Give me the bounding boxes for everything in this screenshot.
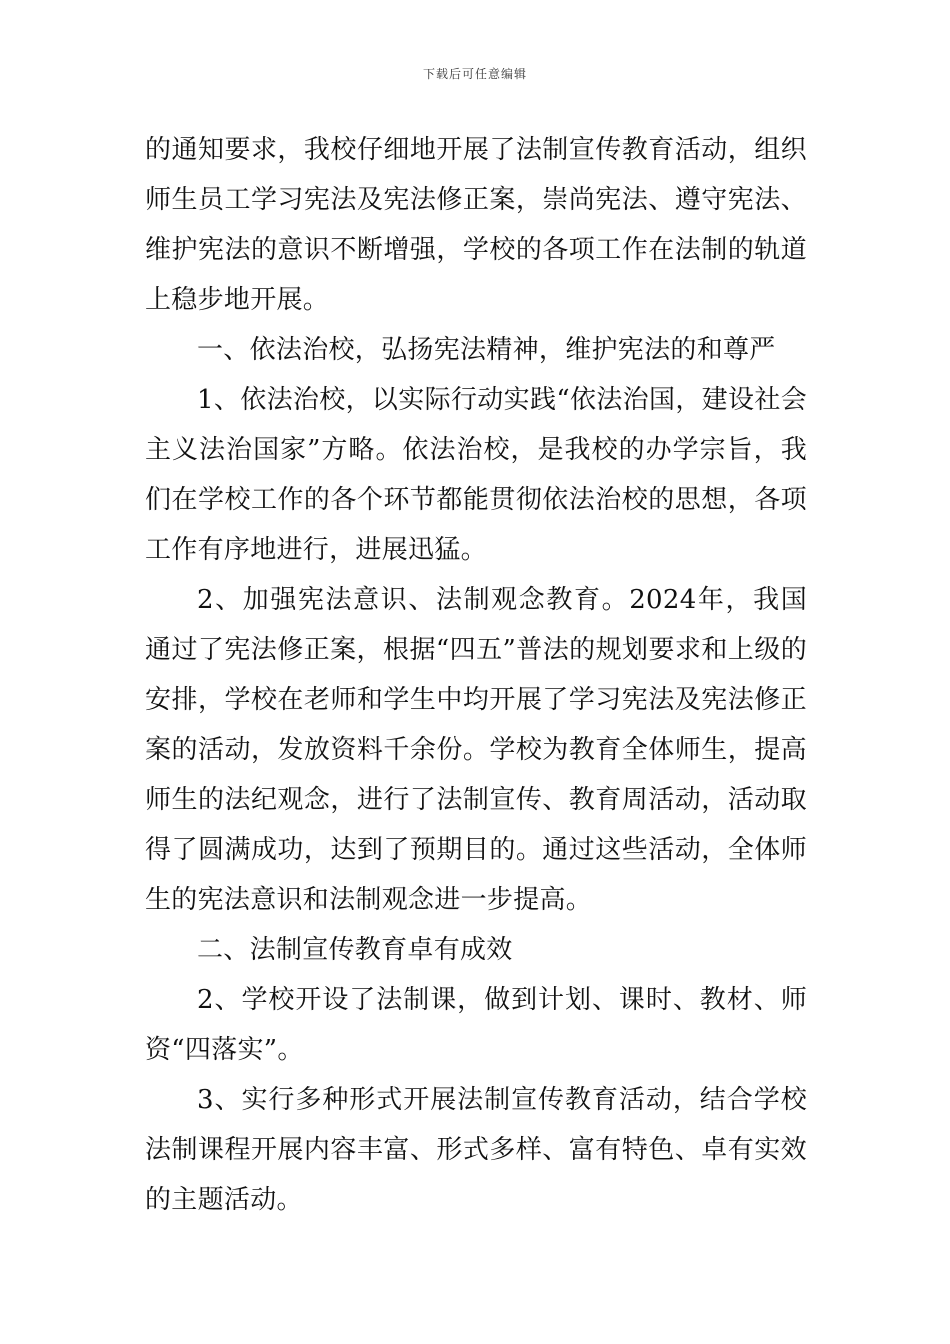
- document-body: [145, 125, 807, 1225]
- page-header-note: 下载后可任意编辑: [422, 67, 527, 81]
- paragraph-item-3: 3、实行多种形式开展法制宣传教育活动，结合学校法制课程开展内容丰富、形式多样、富有特色、卓有实效的主题活动。: [145, 1085, 807, 1215]
- section-heading-1: 一、依法治校，弘扬宪法精神，维护宪法的和尊严: [197, 335, 776, 365]
- paragraph-item-1: 1、依法治校，以实际行动实践“依法治国，建设社会主义法治国家”方略。依法治校，是我校的办学宗旨，我们在学校工作的各个环节都能贯彻依法治校的思想，各项工作有序地进行，进展迅猛。: [145, 385, 807, 565]
- paragraph-item-2: 2、加强宪法意识、法制观念教育。2024年，我国通过了宪法修正案，根据“四五”普法的规划要求和上级的安排，学校在老师和学生中均开展了学习宪法及宪法修正案的活动，发放资料千余份。学校为教育全体师生，提高师生的法纪观念，进行了法制宣传、教育周活动，活动取得了圆满成功，达到了预期目的。通过这些活动，全体师生的宪法意识和法制观念进一步提高。: [145, 585, 807, 915]
- section-heading-2: 二、法制宣传教育卓有成效: [197, 935, 513, 965]
- paragraph-item-2b: 2、学校开设了法制课，做到计划、课时、教材、师资“四落实”。: [145, 985, 807, 1065]
- paragraph-intro-continuation: 的通知要求，我校仔细地开展了法制宣传教育活动，组织师生员工学习宪法及宪法修正案，崇尚宪法、遵守宪法、维护宪法的意识不断增强，学校的各项工作在法制的轨道上稳步地开展。: [145, 135, 807, 315]
